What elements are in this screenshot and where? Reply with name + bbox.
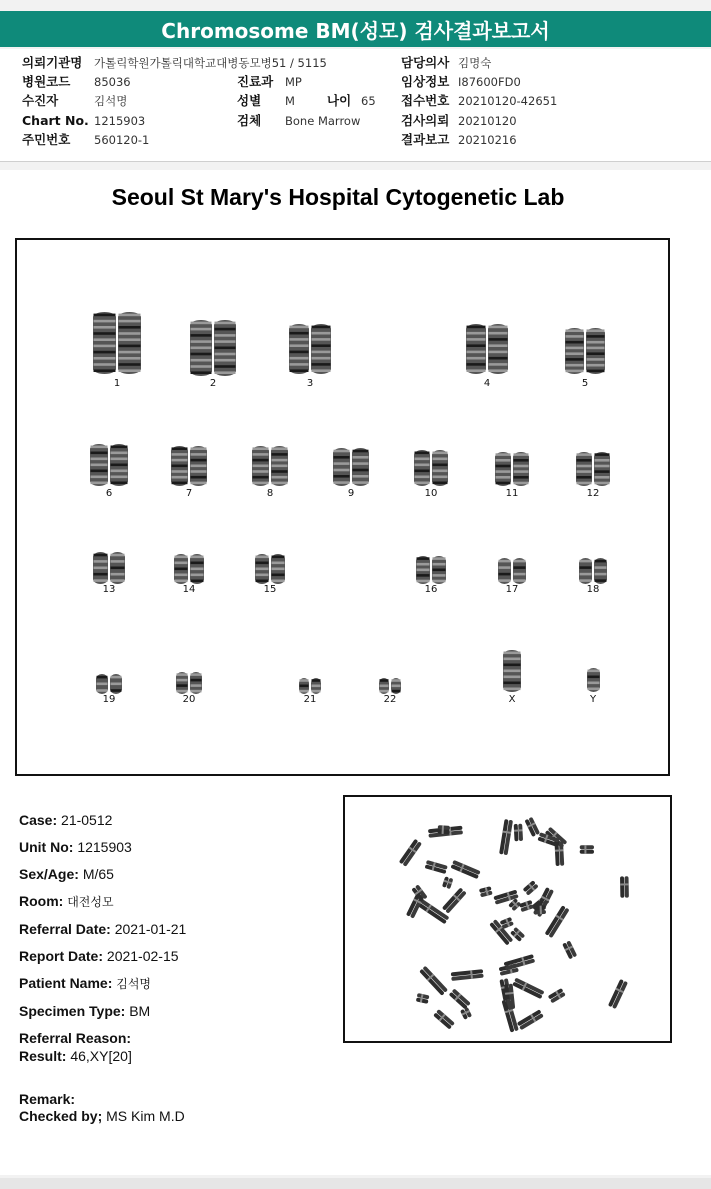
chromosome-pair-4 [466, 324, 508, 374]
chromosome-label-1: 1 [113, 378, 121, 389]
chromosome-pair-14 [174, 554, 204, 584]
chromosome-pair-17 [498, 558, 526, 584]
chromosome-pair-11 [495, 452, 529, 486]
chromosome-pair-21 [299, 678, 321, 694]
chromosome-label-8: 8 [266, 488, 274, 499]
metaphase-image [343, 795, 672, 1043]
metaphase-spread-graphic [345, 797, 670, 1041]
receipt-label: 접수번호 [401, 93, 450, 108]
unit-value: 1215903 [77, 839, 132, 855]
chromosome-label-20: 20 [182, 694, 196, 705]
case-field [19, 812, 112, 828]
chromosome-pair-5 [565, 328, 605, 374]
chromosome-label-10: 10 [424, 488, 438, 499]
chromosome-pair-15 [255, 554, 285, 584]
unit-label: Unit No: [19, 839, 74, 855]
case-label: Case: [19, 812, 58, 828]
chromosome-label-11: 11 [505, 488, 519, 499]
chromosome-pair-13 [93, 552, 125, 584]
remark-label: Remark: [19, 1091, 76, 1107]
chromosome-pair-18 [579, 558, 607, 584]
chromosome-label-13: 13 [102, 584, 116, 595]
chromosome-pair-7 [171, 446, 207, 486]
referral-date-field [19, 921, 186, 937]
clinical-value: I87600FD0 [458, 75, 521, 89]
chromosome-label-9: 9 [347, 488, 355, 499]
chromosome-label-14: 14 [182, 584, 196, 595]
receipt-value: 20210120-42651 [458, 94, 558, 108]
dept-value: MP [285, 75, 302, 89]
chromosome-label-7: 7 [185, 488, 193, 499]
chromosome-label-6: 6 [105, 488, 113, 499]
referral-date-label: Referral Date: [19, 921, 111, 937]
chromosome-pair-22 [379, 678, 401, 694]
chart-no-label: Chart No. [22, 113, 89, 128]
chromosome-pair-x [503, 650, 521, 692]
chromosome-pair-2 [190, 320, 236, 376]
report-title: Chromosome BM(성모) 검사결과보고서 [0, 11, 711, 47]
chart-no-value: 1215903 [94, 114, 146, 128]
chromosome-label-16: 16 [424, 584, 438, 595]
hospital-code-value: 85036 [94, 75, 131, 89]
patient-name-field [19, 975, 151, 992]
age-value: 65 [361, 94, 376, 108]
chromosome-label-2: 2 [209, 378, 217, 389]
request-label: 검사의뢰 [401, 113, 450, 128]
physician-value: 김명숙 [458, 56, 492, 70]
chromosome-pair-10 [414, 450, 448, 486]
chromosome-label-4: 4 [483, 378, 491, 389]
chromosome-pair-8 [252, 446, 288, 486]
room-label: Room: [19, 893, 64, 909]
chromosome-pair-16 [416, 556, 446, 584]
chromosome-label-19: 19 [102, 694, 116, 705]
dept-label: 진료과 [237, 74, 274, 89]
chromosome-label-17: 17 [505, 584, 519, 595]
room-field [19, 893, 114, 910]
patient-label: 수진자 [22, 93, 59, 108]
remark-field [19, 1091, 75, 1107]
physician-label: 담당의사 [401, 55, 450, 70]
institution-value: 가톨릭학원가톨릭대학교대병동모병51 / 5115 [94, 56, 327, 70]
chromosome-label-12: 12 [586, 488, 600, 499]
chromosome-label-15: 15 [263, 584, 277, 595]
karyotype-image [15, 238, 670, 776]
page-bottom-strip [0, 1178, 711, 1189]
report-sheet [0, 170, 711, 1175]
lab-title: Seoul St Mary's Hospital Cytogenetic Lab [111, 184, 565, 210]
patient-value: 김석명 [94, 94, 128, 108]
specimen-type-value: BM [129, 1003, 151, 1019]
sexage-label: Sex/Age: [19, 866, 79, 882]
chromosome-pair-9 [333, 448, 369, 486]
sex-value: M [285, 94, 295, 108]
chromosome-label-21: 21 [303, 694, 317, 705]
chromosome-pair-20 [176, 672, 202, 694]
report-date-value: 2021-02-15 [106, 948, 179, 964]
sexage-field [19, 866, 114, 882]
chromosome-label-22: 22 [383, 694, 397, 705]
patient-name-label: Patient Name: [19, 975, 113, 991]
resident-no-label: 주민번호 [22, 132, 71, 147]
age-label: 나이 [327, 93, 352, 108]
checked-by-field [19, 1108, 185, 1124]
chromosome-label-y: Y [589, 694, 597, 705]
chromosome-pair-19 [96, 674, 122, 694]
patient-name-value: 김석명 [116, 977, 152, 991]
patient-info-panel [0, 49, 711, 162]
sexage-value: M/65 [82, 866, 114, 882]
chromosome-pair-1 [93, 312, 141, 374]
referral-reason-label: Referral Reason: [19, 1030, 132, 1046]
result-report-label: 결과보고 [401, 132, 450, 147]
specimen-type-field [19, 1003, 150, 1019]
chromosome-label-x: X [508, 694, 516, 705]
checked-by-label: Checked by; [19, 1108, 103, 1124]
sex-label: 성별 [237, 93, 262, 108]
institution-label: 의뢰기관명 [22, 55, 83, 70]
checked-by-value: MS Kim M.D [106, 1108, 185, 1124]
unit-field [19, 839, 132, 855]
referral-reason-field [19, 1030, 131, 1046]
chromosome-label-5: 5 [581, 378, 589, 389]
result-field [19, 1048, 132, 1064]
clinical-label: 임상정보 [401, 74, 450, 89]
referral-date-value: 2021-01-21 [114, 921, 187, 937]
result-label: Result: [19, 1048, 67, 1064]
chromosome-label-18: 18 [586, 584, 600, 595]
chromosome-pair-3 [289, 324, 331, 374]
specimen-value: Bone Marrow [285, 114, 361, 128]
chromosome-pair-y [587, 668, 600, 692]
specimen-type-label: Specimen Type: [19, 1003, 126, 1019]
result-report-value: 20210216 [458, 133, 517, 147]
chromosome-pair-6 [90, 444, 128, 486]
chromosome-label-3: 3 [306, 378, 314, 389]
case-value: 21-0512 [61, 812, 113, 828]
hospital-code-label: 병원코드 [22, 74, 71, 89]
result-value: 46,XY[20] [70, 1048, 132, 1064]
request-value: 20210120 [458, 114, 517, 128]
room-value: 대전성모 [67, 895, 114, 909]
specimen-label: 검체 [237, 113, 262, 128]
report-date-field [19, 948, 179, 964]
chromosome-pair-12 [576, 452, 610, 486]
report-date-label: Report Date: [19, 948, 104, 964]
resident-no-value: 560120-1 [94, 133, 150, 147]
